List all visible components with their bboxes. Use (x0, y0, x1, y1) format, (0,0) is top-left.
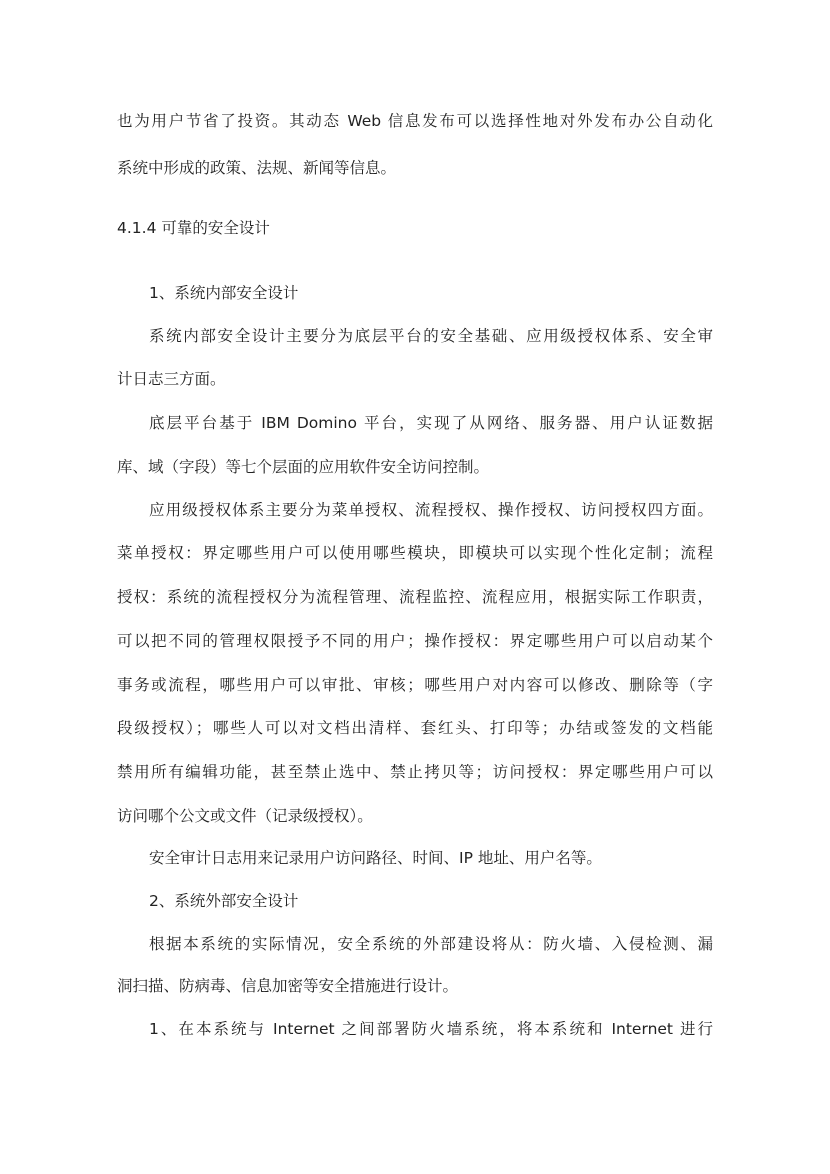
text-line: 根据本系统的实际情况，安全系统的外部建设将从：防火墙、入侵检测、漏 (149, 935, 713, 953)
section-heading: 4.1.4 可靠的安全设计 (117, 219, 270, 237)
text-line: 底层平台基于 IBM Domino 平台，实现了从网络、服务器、用户认证数据 (149, 414, 713, 432)
text-line: 计日志三方面。 (117, 370, 226, 388)
text-line: 系统内部安全设计主要分为底层平台的安全基础、应用级授权体系、安全审 (149, 327, 713, 345)
text-line: 系统中形成的政策、法规、新闻等信息。 (117, 159, 397, 177)
text-line: 应用级授权体系主要分为菜单授权、流程授权、操作授权、访问授权四方面。 (149, 501, 713, 519)
text-line: 访问哪个公文或文件（记录级授权）。 (117, 807, 373, 825)
text-line: 段级授权）；哪些人可以对文档出清样、套红头、打印等；办结或签发的文档能 (117, 719, 713, 737)
text-line: 库、域（字段）等七个层面的应用软件安全访问控制。 (117, 458, 490, 476)
text-line: 1、在本系统与 Internet 之间部署防火墙系统，将本系统和 Internet 进行 (149, 1020, 713, 1038)
text-line: 禁用所有编辑功能，甚至禁止选中、禁止拷贝等；访问授权：界定哪些用户可以 (117, 763, 713, 781)
text-line: 2、系统外部安全设计 (149, 892, 299, 910)
text-line: 菜单授权：界定哪些用户可以使用哪些模块，即模块可以实现个性化定制；流程 (117, 544, 713, 562)
text-line: 1、系统内部安全设计 (149, 284, 299, 302)
text-line: 也为用户节省了投资。其动态 Web 信息发布可以选择性地对外发布办公自动化 (117, 112, 713, 130)
text-line: 授权：系统的流程授权分为流程管理、流程监控、流程应用，根据实际工作职责， (117, 588, 713, 606)
text-line: 事务或流程，哪些用户可以审批、审核；哪些用户对内容可以修改、删除等（字 (117, 676, 713, 694)
text-line: 洞扫描、防病毒、信息加密等安全措施进行设计。 (117, 977, 459, 995)
text-line: 安全审计日志用来记录用户访问路径、时间、IP 地址、用户名等。 (149, 849, 602, 867)
text-line: 可以把不同的管理权限授予不同的用户；操作授权：界定哪些用户可以启动某个 (117, 632, 713, 650)
